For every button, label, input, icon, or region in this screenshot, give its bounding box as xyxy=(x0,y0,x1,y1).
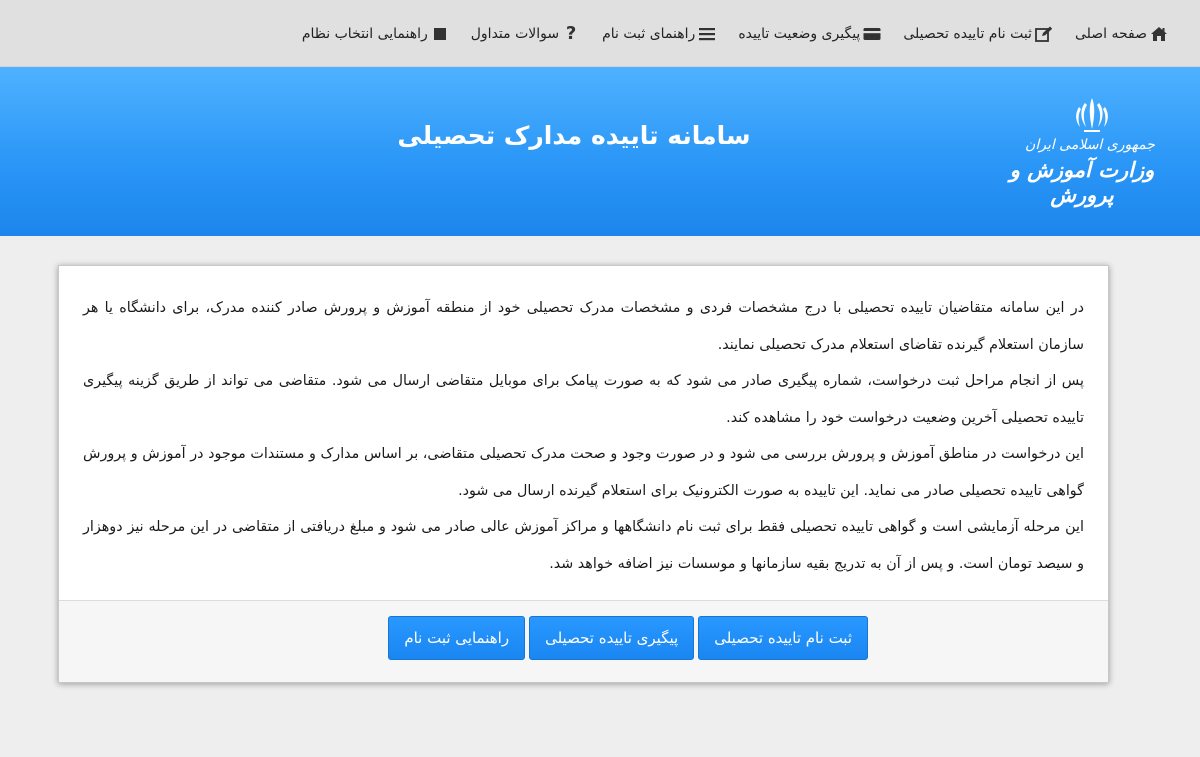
edit-icon xyxy=(1035,25,1053,43)
register-certificate-button[interactable]: ثبت نام تاییده تحصیلی xyxy=(698,616,868,660)
nav-item-registration-guide[interactable] xyxy=(602,25,716,43)
nav-item-track-status[interactable] xyxy=(738,25,881,43)
question-icon: ? xyxy=(565,23,577,44)
nav-item-system-guide[interactable] xyxy=(302,25,449,43)
nav-item-label: ثبت نام تاییده تحصیلی xyxy=(903,25,1032,42)
nav-item-label: راهنمایی انتخاب نظام xyxy=(301,25,428,42)
header-banner xyxy=(0,67,1200,236)
home-icon xyxy=(1150,25,1168,43)
nav-item-label: صفحه اصلی xyxy=(1074,25,1147,42)
nav-item-label: پیگیری وضعیت تاییده xyxy=(738,25,861,42)
info-paragraph-3: این درخواست در مناطق آموزش و پرورش بررسی می شود و در صورت وجود و صحت مدرک تحصیلی متقاضی، بر اساس مدارک و مستندات موجود در آموزش و پرورش گواهی تاییده تحصیلی صادر می نماید. این تاییده به صورت الکترونیک برای استعلام گیرنده ارسال می شود. xyxy=(83,446,1084,499)
logo-line-republic: جمهوری اسلامی ایران xyxy=(1025,137,1155,153)
ministry-logo xyxy=(992,95,1172,211)
logo-line-ministry: وزارت آموزش و پرورش xyxy=(1009,157,1155,207)
nav-item-label: راهنمای ثبت نام xyxy=(602,25,696,42)
nav-item-label: سوالات متداول xyxy=(470,25,560,42)
nav-item-home[interactable] xyxy=(1075,25,1168,43)
top-navigation xyxy=(0,0,1200,67)
registration-guide-button[interactable]: راهنمایی ثبت نام xyxy=(388,616,525,660)
track-certificate-button[interactable]: پیگیری تاییده تحصیلی xyxy=(529,616,694,660)
credit-card-icon xyxy=(863,25,881,43)
info-paragraph-4: این مرحله آزمایشی است و گواهی تاییده تحصیلی فقط برای ثبت نام دانشگاهها و مراکز آموزش عالی صادر می شود و مبلغ دریافتی از متقاضی در این مرحله نیز دوهزار و سیصد تومان است. و پس از آن به تدریج بقیه سازمانها و موسسات نیز اضافه خواهد شد. xyxy=(83,519,1084,572)
nav-item-register[interactable] xyxy=(903,25,1053,43)
info-paragraph-1: در این سامانه متقاضیان تاییده تحصیلی با درج مشخصات فردی و مشخصات مدرک تحصیلی خود از منطقه آموزش و پرورش صادر کننده مدرک، برای دانشگاه یا هر سازمان استعلام گیرنده تقاضای استعلام مدرک تحصیلی نمایند. xyxy=(83,300,1084,353)
action-buttons xyxy=(388,616,868,660)
square-icon xyxy=(431,25,449,43)
page-title: سامانه تاییده مدارک تحصیلی xyxy=(397,121,751,150)
list-icon xyxy=(698,25,716,43)
info-card-body xyxy=(59,266,1108,600)
nav-item-faq[interactable] xyxy=(471,25,580,43)
info-paragraph-2: پس از انجام مراحل ثبت درخواست، شماره پیگیری صادر می شود که به صورت پیامک برای موبایل متقاضی ارسال می شود. متقاضی می تواند از طریق گزینه پیگیری تاییده تحصیلی آخرین وضعیت درخواست خود را مشاهده کند. xyxy=(83,373,1084,426)
info-card-footer xyxy=(59,600,1108,682)
info-card xyxy=(58,265,1109,683)
